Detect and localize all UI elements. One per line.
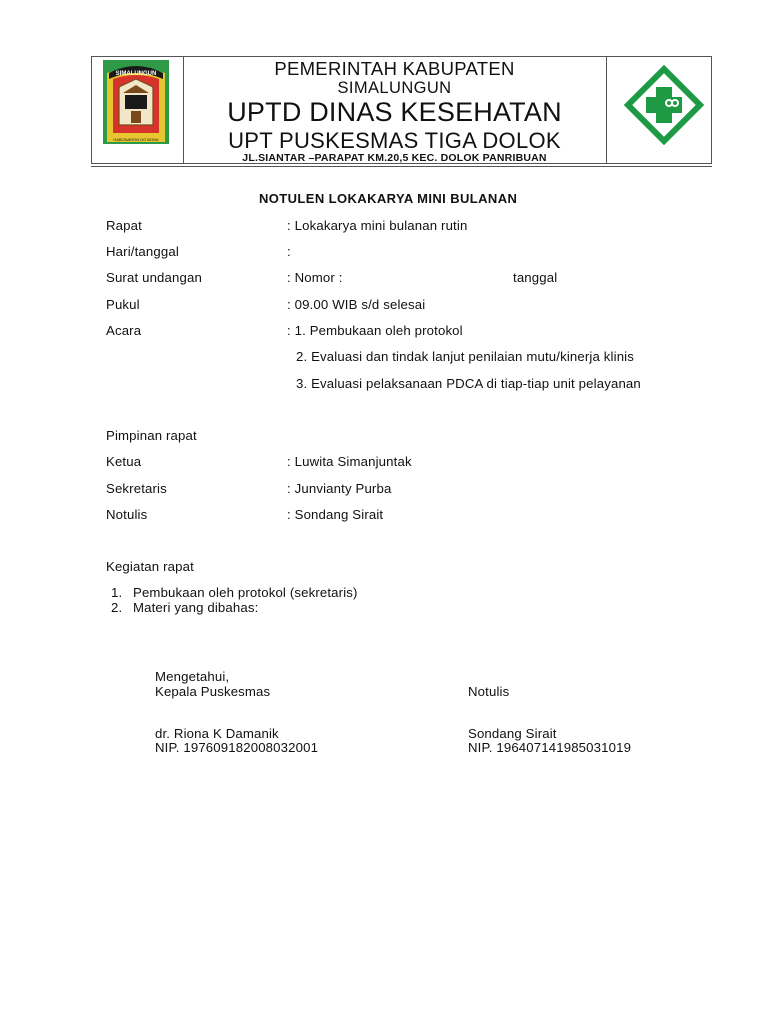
pimpinan-value-sekretaris: : Junvianty Purba — [287, 481, 392, 496]
pimpinan-label-sekretaris: Sekretaris — [106, 481, 167, 496]
agenda-item-3: 3. Evaluasi pelaksanaan PDCA di tiap-tiap unit pelayanan — [296, 376, 641, 391]
header-agency: UPTD DINAS KESEHATAN — [227, 97, 562, 127]
field-label-acara: Acara — [106, 323, 142, 338]
pimpinan-heading: Pimpinan rapat — [106, 428, 197, 443]
pimpinan-label-notulis: Notulis — [106, 507, 148, 522]
field-value-acara: : 1. Pembukaan oleh protokol — [287, 323, 463, 338]
kegiatan-heading: Kegiatan rapat — [106, 559, 194, 574]
signature-right-nip: NIP. 196407141985031019 — [468, 740, 632, 755]
signature-left-nip: NIP. 197609182008032001 — [155, 740, 319, 755]
field-label-hari-tanggal: Hari/tanggal — [106, 244, 179, 259]
signature-left-name: dr. Riona K Damanik — [155, 726, 279, 741]
puskesmas-cross-logo-icon — [624, 65, 704, 145]
field-label-surat-undangan: Surat undangan — [106, 270, 202, 285]
simalungun-regency-crest-icon — [101, 59, 171, 145]
signature-right-name: Sondang Sirait — [468, 726, 557, 741]
letterhead — [91, 56, 712, 164]
signature-left-position: Kepala Puskesmas — [155, 684, 271, 699]
header-address: JL.SIANTAR –PARAPAT KM.20,5 KEC. DOLOK PANRIBUAN — [242, 152, 547, 164]
pimpinan-label-ketua: Ketua — [106, 454, 142, 469]
field-label-pukul: Pukul — [106, 297, 140, 312]
crest-motto-text: HABONARON DO BONA — [113, 137, 159, 142]
letterhead-divider-right — [606, 57, 607, 163]
kegiatan-item-1-text: Pembukaan oleh protokol (sekretaris) — [133, 585, 358, 600]
signature-left-acknowledged: Mengetahui, — [155, 669, 230, 684]
field-value-pukul: : 09.00 WIB s/d selesai — [287, 297, 426, 312]
header-regency: SIMALUNGUN — [337, 79, 452, 97]
document-title: NOTULEN LOKAKARYA MINI BULANAN — [259, 191, 518, 206]
field-value-rapat: : Lokakarya mini bulanan rutin — [287, 218, 468, 233]
kegiatan-item-2-text: Materi yang dibahas: — [133, 600, 259, 615]
agenda-item-2: 2. Evaluasi dan tindak lanjut penilaian mutu/kinerja klinis — [296, 349, 634, 364]
field-label-rapat: Rapat — [106, 218, 142, 233]
pimpinan-value-notulis: : Sondang Sirait — [287, 507, 384, 522]
field-extra-tanggal: tanggal — [513, 270, 558, 285]
kegiatan-item-1-number: 1. — [111, 585, 123, 600]
kegiatan-item-2-number: 2. — [111, 600, 123, 615]
field-value-surat-undangan: : Nomor : — [287, 270, 343, 285]
header-government: PEMERINTAH KABUPATEN — [274, 58, 515, 79]
field-value-hari-tanggal: : — [287, 244, 291, 259]
letterhead-rule — [91, 166, 712, 167]
header-unit: UPT PUSKESMAS TIGA DOLOK — [228, 128, 561, 153]
signature-right-position: Notulis — [468, 684, 510, 699]
pimpinan-value-ketua: : Luwita Simanjuntak — [287, 454, 412, 469]
crest-banner-text: SIMALUNGUN — [115, 71, 157, 77]
